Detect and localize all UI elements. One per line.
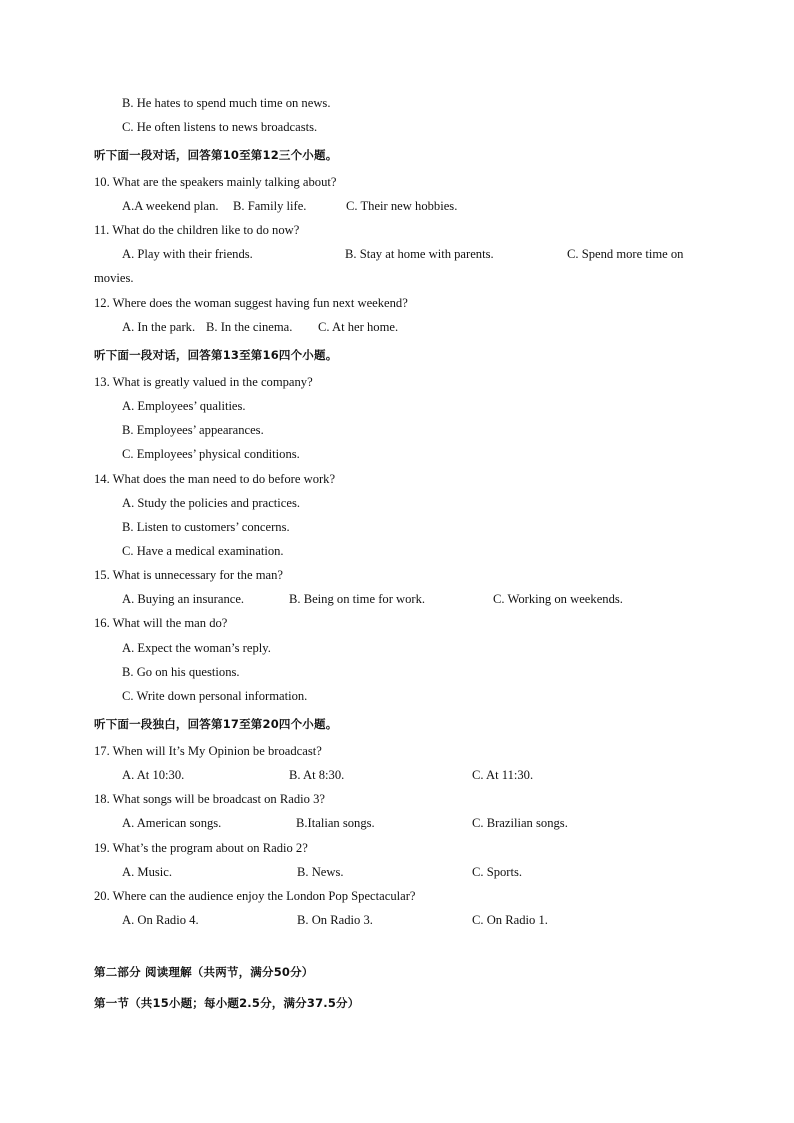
q10-option-b: B. Family life. <box>233 199 307 213</box>
q15-stem: 15. What is unnecessary for the man? <box>94 568 283 582</box>
q14-option-a: A. Study the policies and practices. <box>122 496 301 510</box>
q11-option-c-continued: movies. <box>94 271 134 285</box>
q12-option-b: B. In the cinema. <box>206 320 293 334</box>
q9-option-b: B. He hates to spend much time on news. <box>122 96 331 110</box>
q11-option-a: A. Play with their friends. <box>122 247 253 261</box>
q17-option-a: A. At 10:30. <box>122 768 185 782</box>
q19-option-c: C. Sports. <box>472 865 523 879</box>
section-heading-3: 听下面一段独白，回答第17至第20四个小题。 <box>94 717 338 731</box>
q18-option-a: A. American songs. <box>122 816 222 830</box>
q14-option-b: B. Listen to customers’ concerns. <box>122 520 290 534</box>
q11-option-c: C. Spend more time on <box>567 247 684 261</box>
q18-option-b: B.Italian songs. <box>296 816 375 830</box>
q15-option-c: C. Working on weekends. <box>493 592 623 606</box>
q16-option-c: C. Write down personal information. <box>122 689 308 703</box>
q15-option-b: B. Being on time for work. <box>289 592 426 606</box>
q13-option-c: C. Employees’ physical conditions. <box>122 447 300 461</box>
part2-subtitle: 第一节（共15小题；每小题2.5分，满分37.5分） <box>94 996 360 1010</box>
section-heading-2: 听下面一段对话，回答第13至第16四个小题。 <box>94 348 338 362</box>
q19-option-a: A. Music. <box>122 865 173 879</box>
q12-option-a: A. In the park. <box>122 320 196 334</box>
q16-option-a: A. Expect the woman’s reply. <box>122 641 271 655</box>
q13-stem: 13. What is greatly valued in the company? <box>94 375 313 389</box>
q11-option-b: B. Stay at home with parents. <box>345 247 494 261</box>
q16-stem: 16. What will the man do? <box>94 616 228 630</box>
q17-option-c: C. At 11:30. <box>472 768 534 782</box>
q14-option-c: C. Have a medical examination. <box>122 544 284 558</box>
q10-option-a: A.A weekend plan. <box>122 199 219 213</box>
q17-option-b: B. At 8:30. <box>289 768 345 782</box>
q13-option-a: A. Employees’ qualities. <box>122 399 246 413</box>
section-heading-1: 听下面一段对话，回答第10至第12三个小题。 <box>94 148 338 162</box>
q17-stem: 17. When will It’s My Opinion be broadcast? <box>94 744 322 758</box>
q9-option-c: C. He often listens to news broadcasts. <box>122 120 318 134</box>
q16-option-b: B. Go on his questions. <box>122 665 240 679</box>
q13-option-b: B. Employees’ appearances. <box>122 423 264 437</box>
q19-option-b: B. News. <box>297 865 344 879</box>
q20-option-b: B. On Radio 3. <box>297 913 373 927</box>
q15-option-a: A. Buying an insurance. <box>122 592 245 606</box>
q19-stem: 19. What’s the program about on Radio 2? <box>94 841 308 855</box>
q12-option-c: C. At her home. <box>318 320 399 334</box>
q10-option-c: C. Their new hobbies. <box>346 199 458 213</box>
q11-stem: 11. What do the children like to do now? <box>94 223 300 237</box>
q14-stem: 14. What does the man need to do before work? <box>94 472 336 486</box>
q20-stem: 20. Where can the audience enjoy the London Pop Spectacular? <box>94 889 416 903</box>
q12-stem: 12. Where does the woman suggest having fun next weekend? <box>94 296 408 310</box>
q20-option-a: A. On Radio 4. <box>122 913 199 927</box>
q20-option-c: C. On Radio 1. <box>472 913 548 927</box>
q18-stem: 18. What songs will be broadcast on Radio 3? <box>94 792 325 806</box>
part2-title: 第二部分 阅读理解（共两节，满分50分） <box>94 965 314 979</box>
q10-stem: 10. What are the speakers mainly talking about? <box>94 175 337 189</box>
q18-option-c: C. Brazilian songs. <box>472 816 568 830</box>
